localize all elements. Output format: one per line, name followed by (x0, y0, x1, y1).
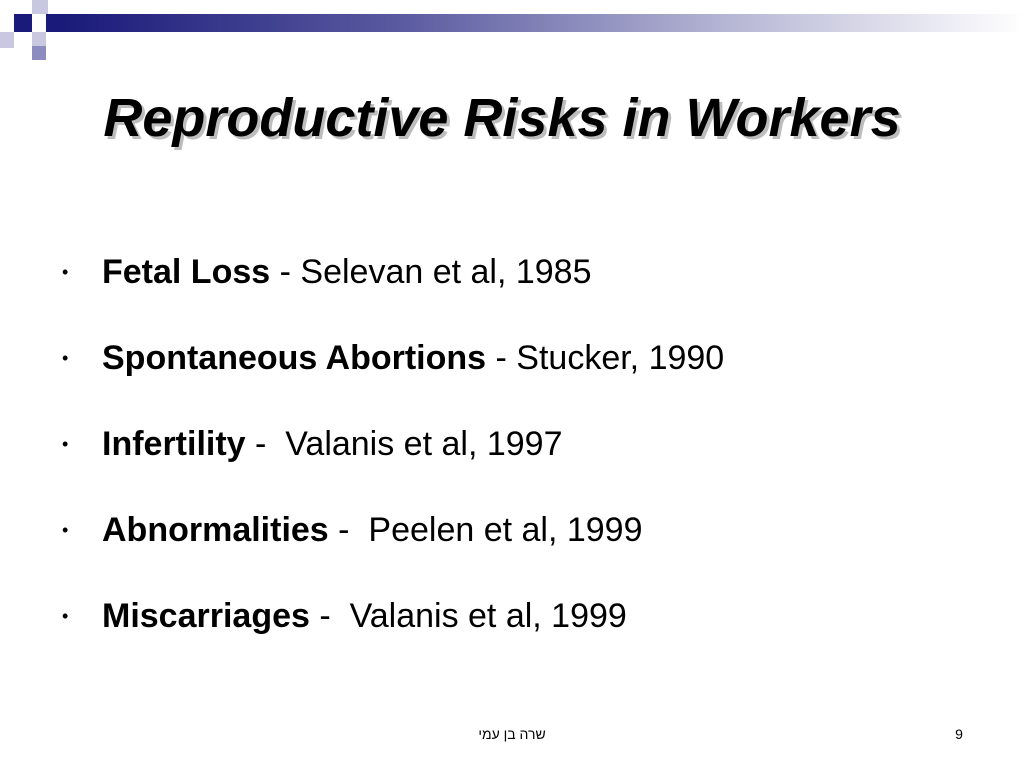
bullet-icon: • (62, 262, 69, 282)
gradient-bar (64, 14, 1024, 32)
bullet-separator: - (309, 597, 350, 635)
bullet-icon: • (62, 348, 69, 368)
bullet-separator: - (328, 511, 369, 549)
bullet-list (62, 246, 725, 676)
list-item (62, 332, 725, 418)
bullet-separator: - (245, 425, 286, 463)
decor-square (14, 46, 28, 60)
bullet-icon: • (62, 520, 69, 540)
slide-title: Reproductive Risks in Workers (103, 88, 901, 148)
bullet-text (102, 590, 627, 642)
bullet-text (102, 418, 562, 470)
decor-square (14, 14, 32, 32)
decor-square (32, 32, 46, 46)
bullet-separator: - (486, 339, 517, 377)
decor-square (0, 32, 14, 48)
bullet-citation: Stucker, 1990 (516, 339, 725, 377)
bullet-term: Infertility (102, 425, 246, 463)
bullet-citation: Peelen et al, 1999 (368, 511, 643, 549)
bullet-icon: • (62, 606, 69, 626)
decor-square (32, 0, 48, 14)
decor-square (46, 14, 64, 32)
decor-square (32, 46, 46, 60)
bullet-term: Abnormalities (102, 511, 329, 549)
bullet-term: Fetal Loss (102, 253, 271, 291)
bullet-separator: - (270, 253, 301, 291)
footer-author: שרה בן עמי (478, 726, 546, 742)
bullet-citation: Selevan et al, 1985 (300, 253, 592, 291)
bullet-term: Miscarriages (102, 597, 310, 635)
list-item (62, 246, 592, 332)
list-item (62, 418, 563, 504)
bullet-citation: Valanis et al, 1997 (285, 425, 563, 463)
header-decoration (0, 0, 1024, 66)
bullet-term: Spontaneous Abortions (102, 339, 487, 377)
bullet-icon: • (62, 434, 69, 454)
list-item (62, 504, 643, 590)
bullet-text (102, 504, 643, 556)
bullet-citation: Valanis et al, 1999 (349, 597, 627, 635)
bullet-text (102, 246, 592, 298)
list-item (62, 590, 627, 676)
page-number: 9 (955, 726, 963, 742)
bullet-text (102, 332, 724, 384)
